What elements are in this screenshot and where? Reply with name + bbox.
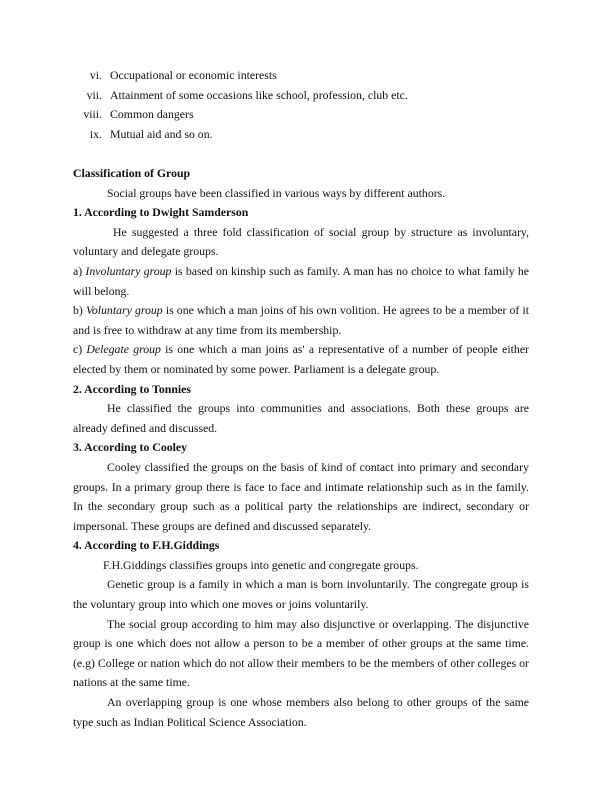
- section-3-text: Cooley classified the groups on the basis of kind of contact into primary and secondary groups. In a primary group there is face to face and intimate relationship such as in the family. In the secondary group such as a political party the relationships are indirect, secondary or impersonal. These groups are defined and discussed separately.: [73, 459, 529, 533]
- list-item: [72, 105, 194, 125]
- section-2-text: He classified the groups into communities and associations. Both these groups are already defined and discussed.: [73, 401, 529, 435]
- list-item-text: Common dangers: [110, 107, 194, 121]
- list-item-number: ix.: [89, 126, 102, 141]
- section-4-paragraph-2: Genetic group is a family in which a man is born involuntarily. The congregate group is the voluntary group into which one moves or joins voluntarily.: [73, 577, 529, 612]
- list-item: [72, 66, 277, 86]
- item-b-term: Voluntary group: [85, 303, 163, 318]
- item-b-text: is one which a man joins of his own volition. He agrees to be a member of it and is free to withdraw at any time from its membership.: [73, 303, 530, 337]
- classification-heading: Classification of Group: [73, 166, 191, 180]
- section-1-intro: He suggested a three fold classification of social group by structure as involuntary, voluntary and delegate groups.: [73, 224, 529, 259]
- roman-numeral-list: [72, 66, 408, 144]
- item-b-prefix: b): [73, 303, 86, 318]
- item-c-term: Delegate group: [86, 342, 161, 357]
- item-a-term: Involuntary group: [85, 263, 172, 278]
- list-item-text: Mutual aid and so on.: [110, 126, 213, 141]
- document-body: [73, 164, 529, 732]
- list-item: [72, 125, 213, 145]
- classification-intro: Social groups have been classified in various ways by different authors.: [107, 185, 446, 200]
- list-item-number: vi.: [89, 68, 102, 82]
- list-item-text: Attainment of some occasions like school, profession, club etc.: [110, 87, 408, 102]
- list-item-number: viii.: [83, 107, 102, 121]
- list-item-text: Occupational or economic interests: [110, 68, 277, 82]
- item-a-text: is based on kinship such as family. A man has no choice to what family he will belong.: [73, 263, 529, 298]
- section-1-heading: 1. According to Dwight Samderson: [73, 205, 249, 220]
- item-a-prefix: a): [73, 263, 86, 278]
- section-1-item-a: [73, 262, 529, 301]
- section-4-paragraph-3: The social group according to him may also disjunctive or overlapping. The disjunctive group is one which does not allow a person to be a member of other groups at the same time. (e.g) College or nation which do not allow their members to be the members of other colleges or nations at the same time.: [73, 616, 529, 690]
- list-item: [72, 86, 408, 106]
- section-4-paragraph-4: An overlapping group is one whose members also belong to other groups of the same type such as Indian Political Science Association.: [73, 695, 529, 729]
- section-1-item-c: [73, 340, 529, 379]
- section-1-item-b: [73, 301, 529, 340]
- section-4-paragraph-1: F.H.Giddings classifies groups into genetic and congregate groups.: [103, 557, 419, 572]
- section-4-heading: 4. According to F.H.Giddings: [73, 538, 220, 553]
- item-c-text: is one which a man joins as' a representative of a number of people either elected by them or nominated by some power. Parliament is a delegate group.: [73, 342, 529, 376]
- section-3-heading: 3. According to Cooley: [73, 440, 188, 455]
- list-item-number: vii.: [86, 87, 102, 102]
- item-c-prefix: c): [73, 342, 87, 357]
- section-2-heading: 2. According to Tonnies: [73, 381, 191, 396]
